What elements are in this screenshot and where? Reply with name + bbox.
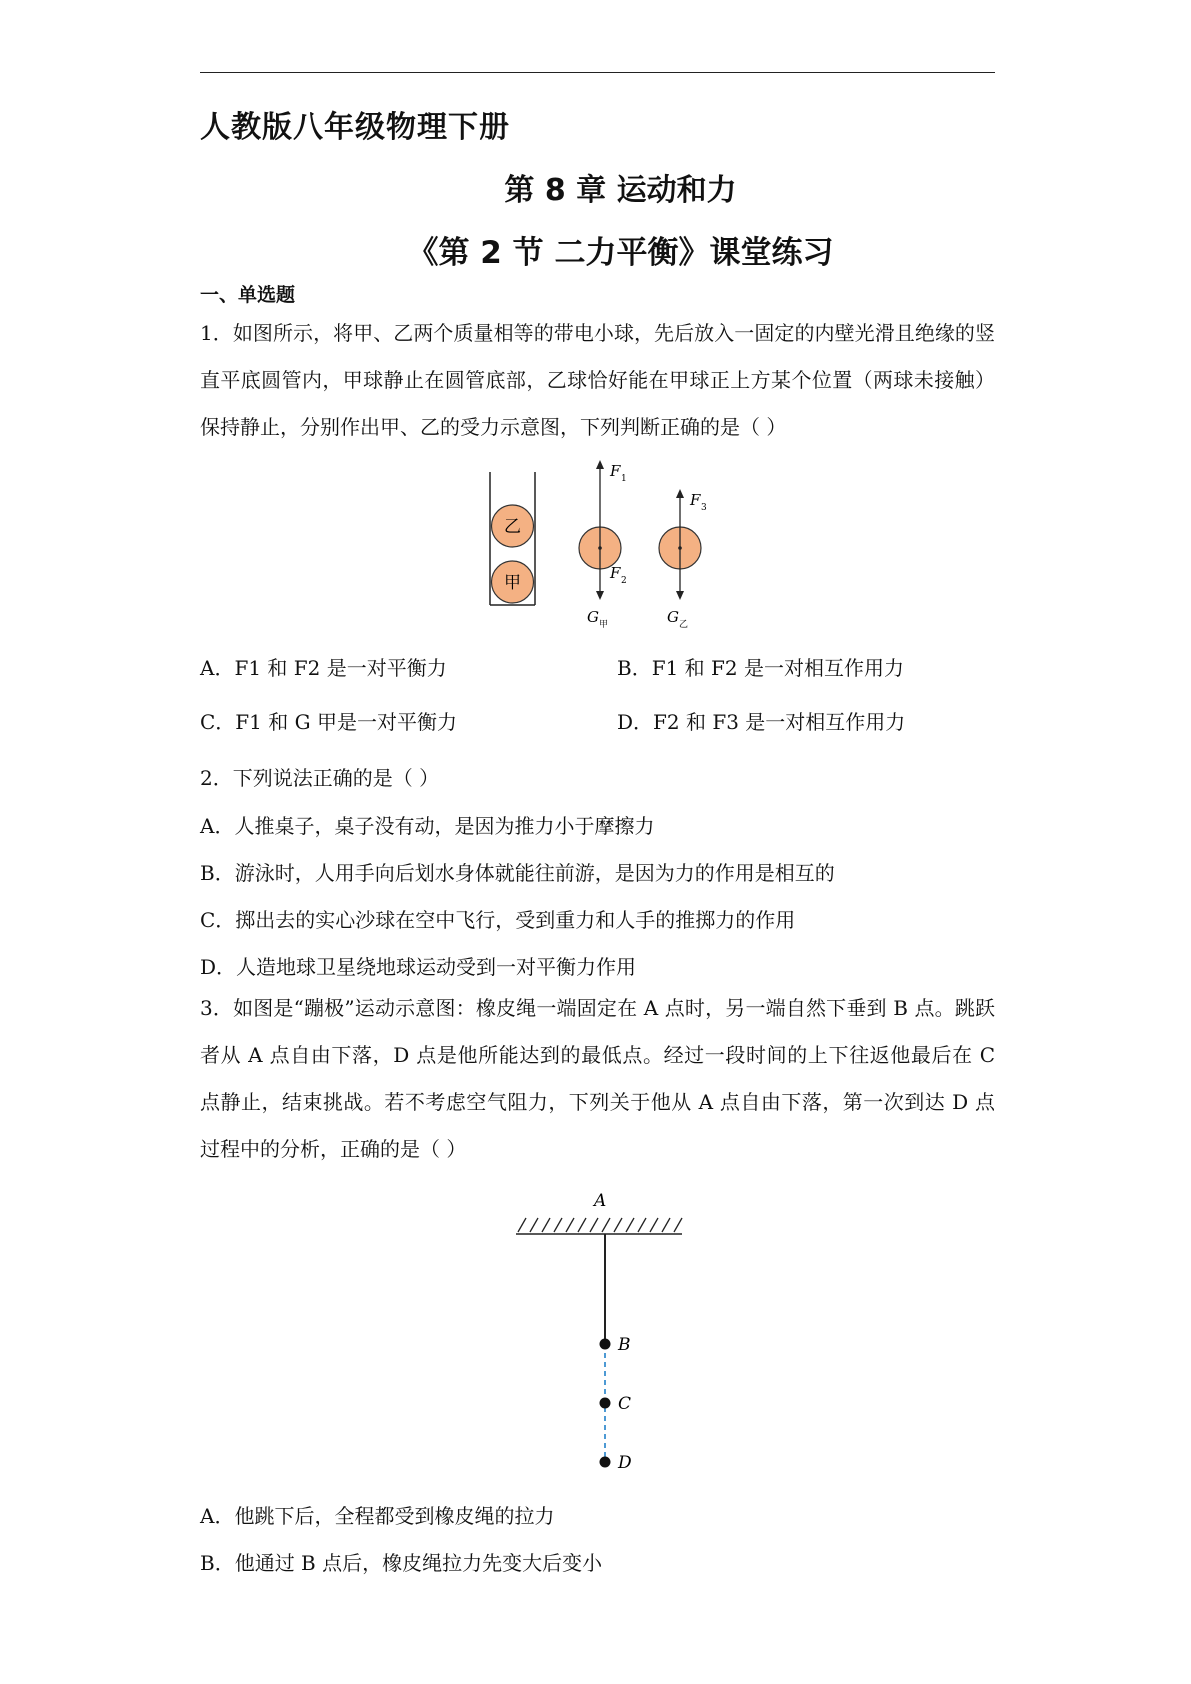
question-1-figure (470, 460, 730, 630)
label-g-jia-sub: 甲 (599, 620, 609, 630)
label-point-c: C (618, 1394, 632, 1414)
question-2-stem: 2．下列说法正确的是（ ） (200, 766, 440, 790)
book-title: 人教版八年级物理下册 (200, 110, 510, 145)
chapter-title: 第 8 章 运动和力 (504, 173, 737, 208)
header-rule (200, 72, 995, 73)
label-f3: F (690, 491, 701, 509)
q2-option-a: A．人推桌子，桌子没有动，是因为推力小于摩擦力 (200, 814, 655, 838)
label-f1: F (610, 462, 621, 480)
q2-option-b: B．游泳时，人用手向后划水身体就能往前游，是因为力的作用是相互的 (200, 861, 835, 885)
force-diagram-yi (659, 489, 707, 630)
q1-option-a: A．F1 和 F2 是一对平衡力 (200, 656, 447, 680)
ball-yi-label: 乙 (504, 517, 521, 537)
q2-option-c: C．掷出去的实心沙球在空中飞行，受到重力和人手的推掷力的作用 (200, 908, 796, 932)
tube-diagram (490, 472, 535, 605)
label-point-a: A (594, 1191, 607, 1211)
q1-option-b: B．F1 和 F2 是一对相互作用力 (617, 656, 904, 680)
ball-jia-label: 甲 (504, 573, 521, 593)
question-3-figure (510, 1188, 700, 1478)
label-f2-sub: 2 (621, 576, 627, 586)
q3-option-b: B．他通过 B 点后，橡皮绳拉力先变大后变小 (200, 1551, 603, 1575)
q3-option-a: A．他跳下后，全程都受到橡皮绳的拉力 (200, 1504, 555, 1528)
label-g-yi-sub: 乙 (679, 620, 689, 630)
label-f2: F (610, 564, 621, 582)
section-title: 一、单选题 (200, 284, 296, 306)
point-b (600, 1339, 611, 1350)
label-g-jia: G (587, 608, 599, 626)
question-1-stem: 1．如图所示，将甲、乙两个质量相等的带电小球，先后放入一固定的内壁光滑且绝缘的竖直平底圆管内，甲球静止在圆管底部，乙球恰好能在甲球正上方某个位置（两球未接触）保持静止，分别作出甲、乙的受力示意图，下列判断正确的是（ ） (200, 321, 995, 439)
question-3-stem: 3．如图是“蹦极”运动示意图：橡皮绳一端固定在 A 点时，另一端自然下垂到 B 点。跳跃者从 A 点自由下落，D 点是他所能达到的最低点。经过一段时间的上下往返他最后在 C 点静止，结束挑战。若不考虑空气阻力，下列关于他从 A 点自由下落，第一次到达 D 点过程中的分析，正确的是（ ） (200, 996, 995, 1161)
label-g-yi: G (667, 608, 679, 626)
q1-option-d: D．F2 和 F3 是一对相互作用力 (617, 710, 906, 734)
q2-option-d: D．人造地球卫星绕地球运动受到一对平衡力作用 (200, 955, 637, 979)
label-f3-sub: 3 (701, 503, 707, 513)
label-point-d: D (618, 1453, 632, 1473)
point-d (600, 1457, 611, 1468)
lesson-title: 《第 2 节 二力平衡》课堂练习 (407, 235, 834, 271)
force-diagram-jia (579, 460, 627, 630)
label-point-b: B (618, 1335, 631, 1355)
point-c (600, 1398, 611, 1409)
q1-option-c: C．F1 和 G 甲是一对平衡力 (200, 710, 457, 734)
label-f1-sub: 1 (621, 474, 627, 484)
